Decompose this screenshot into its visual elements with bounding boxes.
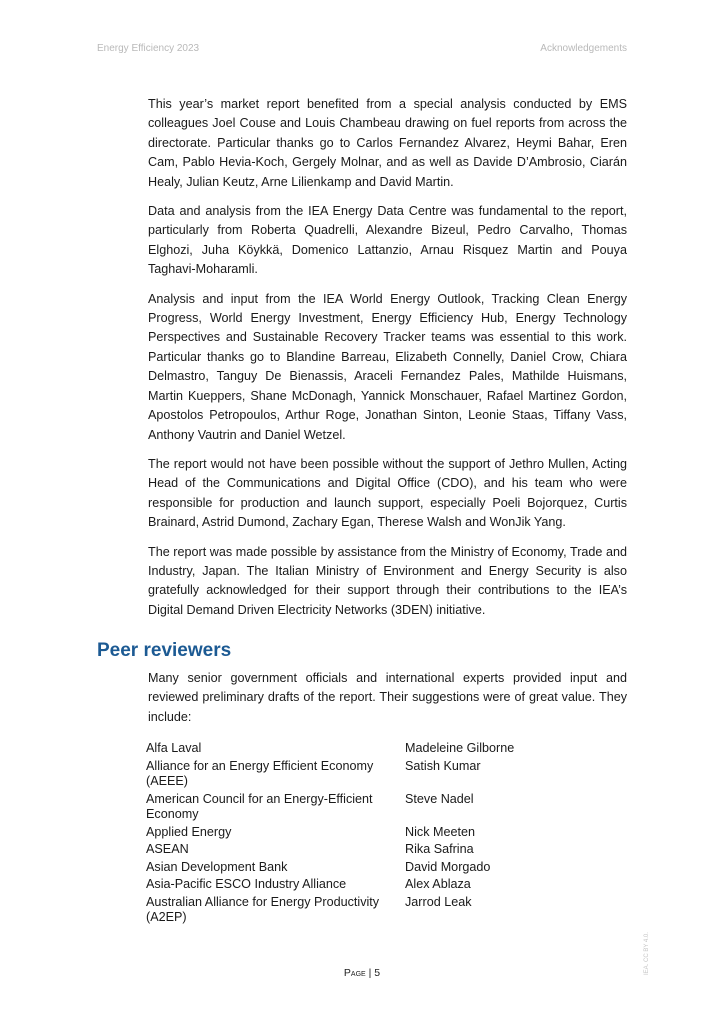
reviewer-row (146, 759, 546, 792)
page-number: 5 (374, 967, 381, 979)
paragraph: Data and analysis from the IEA Energy Data Centre was fundamental to the report, particularly from Roberta Quadrelli, Alexandre Bizeul, Pedro Carvalho, Thomas Elghozi, Juha Köykkä, Domenico Lattanzio, Arnau Risquez Martin and Pouya Taghavi-Moharamli. (148, 204, 627, 277)
paragraph: This year’s market report benefited from a special analysis conducted by EMS colleagues Joel Couse and Louis Chambeau drawing on fuel reports from across the directorate. Particular thanks go to Carlos Fernandez Alvarez, Heymi Bahar, Eren Cam, Pablo Hevia-Koch, Gergely Molnar, and as well as Davide D’Ambrosio, Ciarán Healy, Julian Keutz, Arne Lilienkamp and David Martin. (148, 97, 627, 189)
reviewer-organization: Applied Energy (146, 824, 232, 839)
reviewer-name: David Morgado (405, 859, 491, 874)
reviewer-name: Jarrod Leak (405, 894, 472, 909)
reviewer-name: Satish Kumar (405, 758, 481, 773)
acknowledgements-body (148, 95, 627, 630)
reviewer-organization: American Council for an Energy-Efficient Economy (146, 791, 373, 821)
reviewer-organization: Asia-Pacific ESCO Industry Alliance (146, 877, 347, 891)
peer-reviewers-table (146, 741, 546, 928)
reviewer-name: Steve Nadel (405, 791, 474, 806)
reviewer-row (146, 741, 546, 759)
reviewer-name: Alex Ablaza (405, 877, 471, 891)
paragraph: Analysis and input from the IEA World Energy Outlook, Tracking Clean Energy Progress, World Energy Investment, Energy Efficiency Hub, Energy Technology Perspectives and Sustainable Recovery Tracker teams was essential to this work. Particular thanks go to Blandine Barreau, Elizabeth Connelly, Daniel Crow, Chiara Delmastro, Tanguy De Bienassis, Araceli Fernandez Pales, Mathilde Huismans, Martin Kueppers, Shane McDonagh, Yannick Monschauer, Rafael Martinez Gordon, Apostolos Petropoulos, Arthur Roge, Jonathan Sinton, Leonie Staas, Tiffany Vass, Anthony Vautrin and Daniel Wetzel. (148, 291, 627, 442)
paragraph: The report was made possible by assistance from the Ministry of Economy, Trade and Industry, Japan. The Italian Ministry of Environment and Energy Security is also gratefully acknowledged for their support through their contributions to the IEA’s Digital Demand Driven Electricity Networks (3DEN) initiative. (148, 544, 627, 617)
reviewer-organization: Alfa Laval (146, 741, 202, 755)
reviewer-organization: Australian Alliance for Energy Productivity (A2EP) (146, 894, 380, 924)
reviewer-organization: ASEAN (146, 842, 189, 856)
reviewer-name: Rika Safrina (405, 842, 474, 856)
page-label: Page (343, 967, 366, 979)
page-footer (0, 967, 724, 979)
reviewer-row (146, 860, 546, 878)
license-note: IEA. CC BY 4.0. (644, 932, 650, 975)
running-header-title: Energy Efficiency 2023 (97, 43, 200, 54)
reviewer-organization: Asian Development Bank (146, 859, 288, 874)
reviewer-name: Nick Meeten (405, 824, 475, 839)
peer-reviewers-intro: Many senior government officials and international experts provided input and reviewed preliminary drafts of the report. Their suggestions were of great value. They include: (148, 671, 627, 724)
reviewer-row (146, 842, 546, 860)
reviewer-row (146, 792, 546, 825)
reviewer-row (146, 877, 546, 895)
page-separator: | (365, 967, 375, 979)
reviewer-name: Madeleine Gilborne (405, 741, 515, 755)
reviewer-organization: Alliance for an Energy Efficient Economy (AEEE) (146, 758, 374, 788)
reviewer-row (146, 825, 546, 843)
running-header-section: Acknowledgements (540, 43, 627, 54)
reviewer-row (146, 895, 546, 928)
section-heading-peer-reviewers: Peer reviewers (97, 640, 232, 661)
paragraph: The report would not have been possible without the support of Jethro Mullen, Acting Head of the Communications and Digital Office (CDO), and his team who were responsible for production and launch support, especially Poeli Bojorquez, Curtis Brainard, Astrid Dumond, Zachary Egan, Therese Walsh and WonJik Yang. (148, 456, 627, 530)
